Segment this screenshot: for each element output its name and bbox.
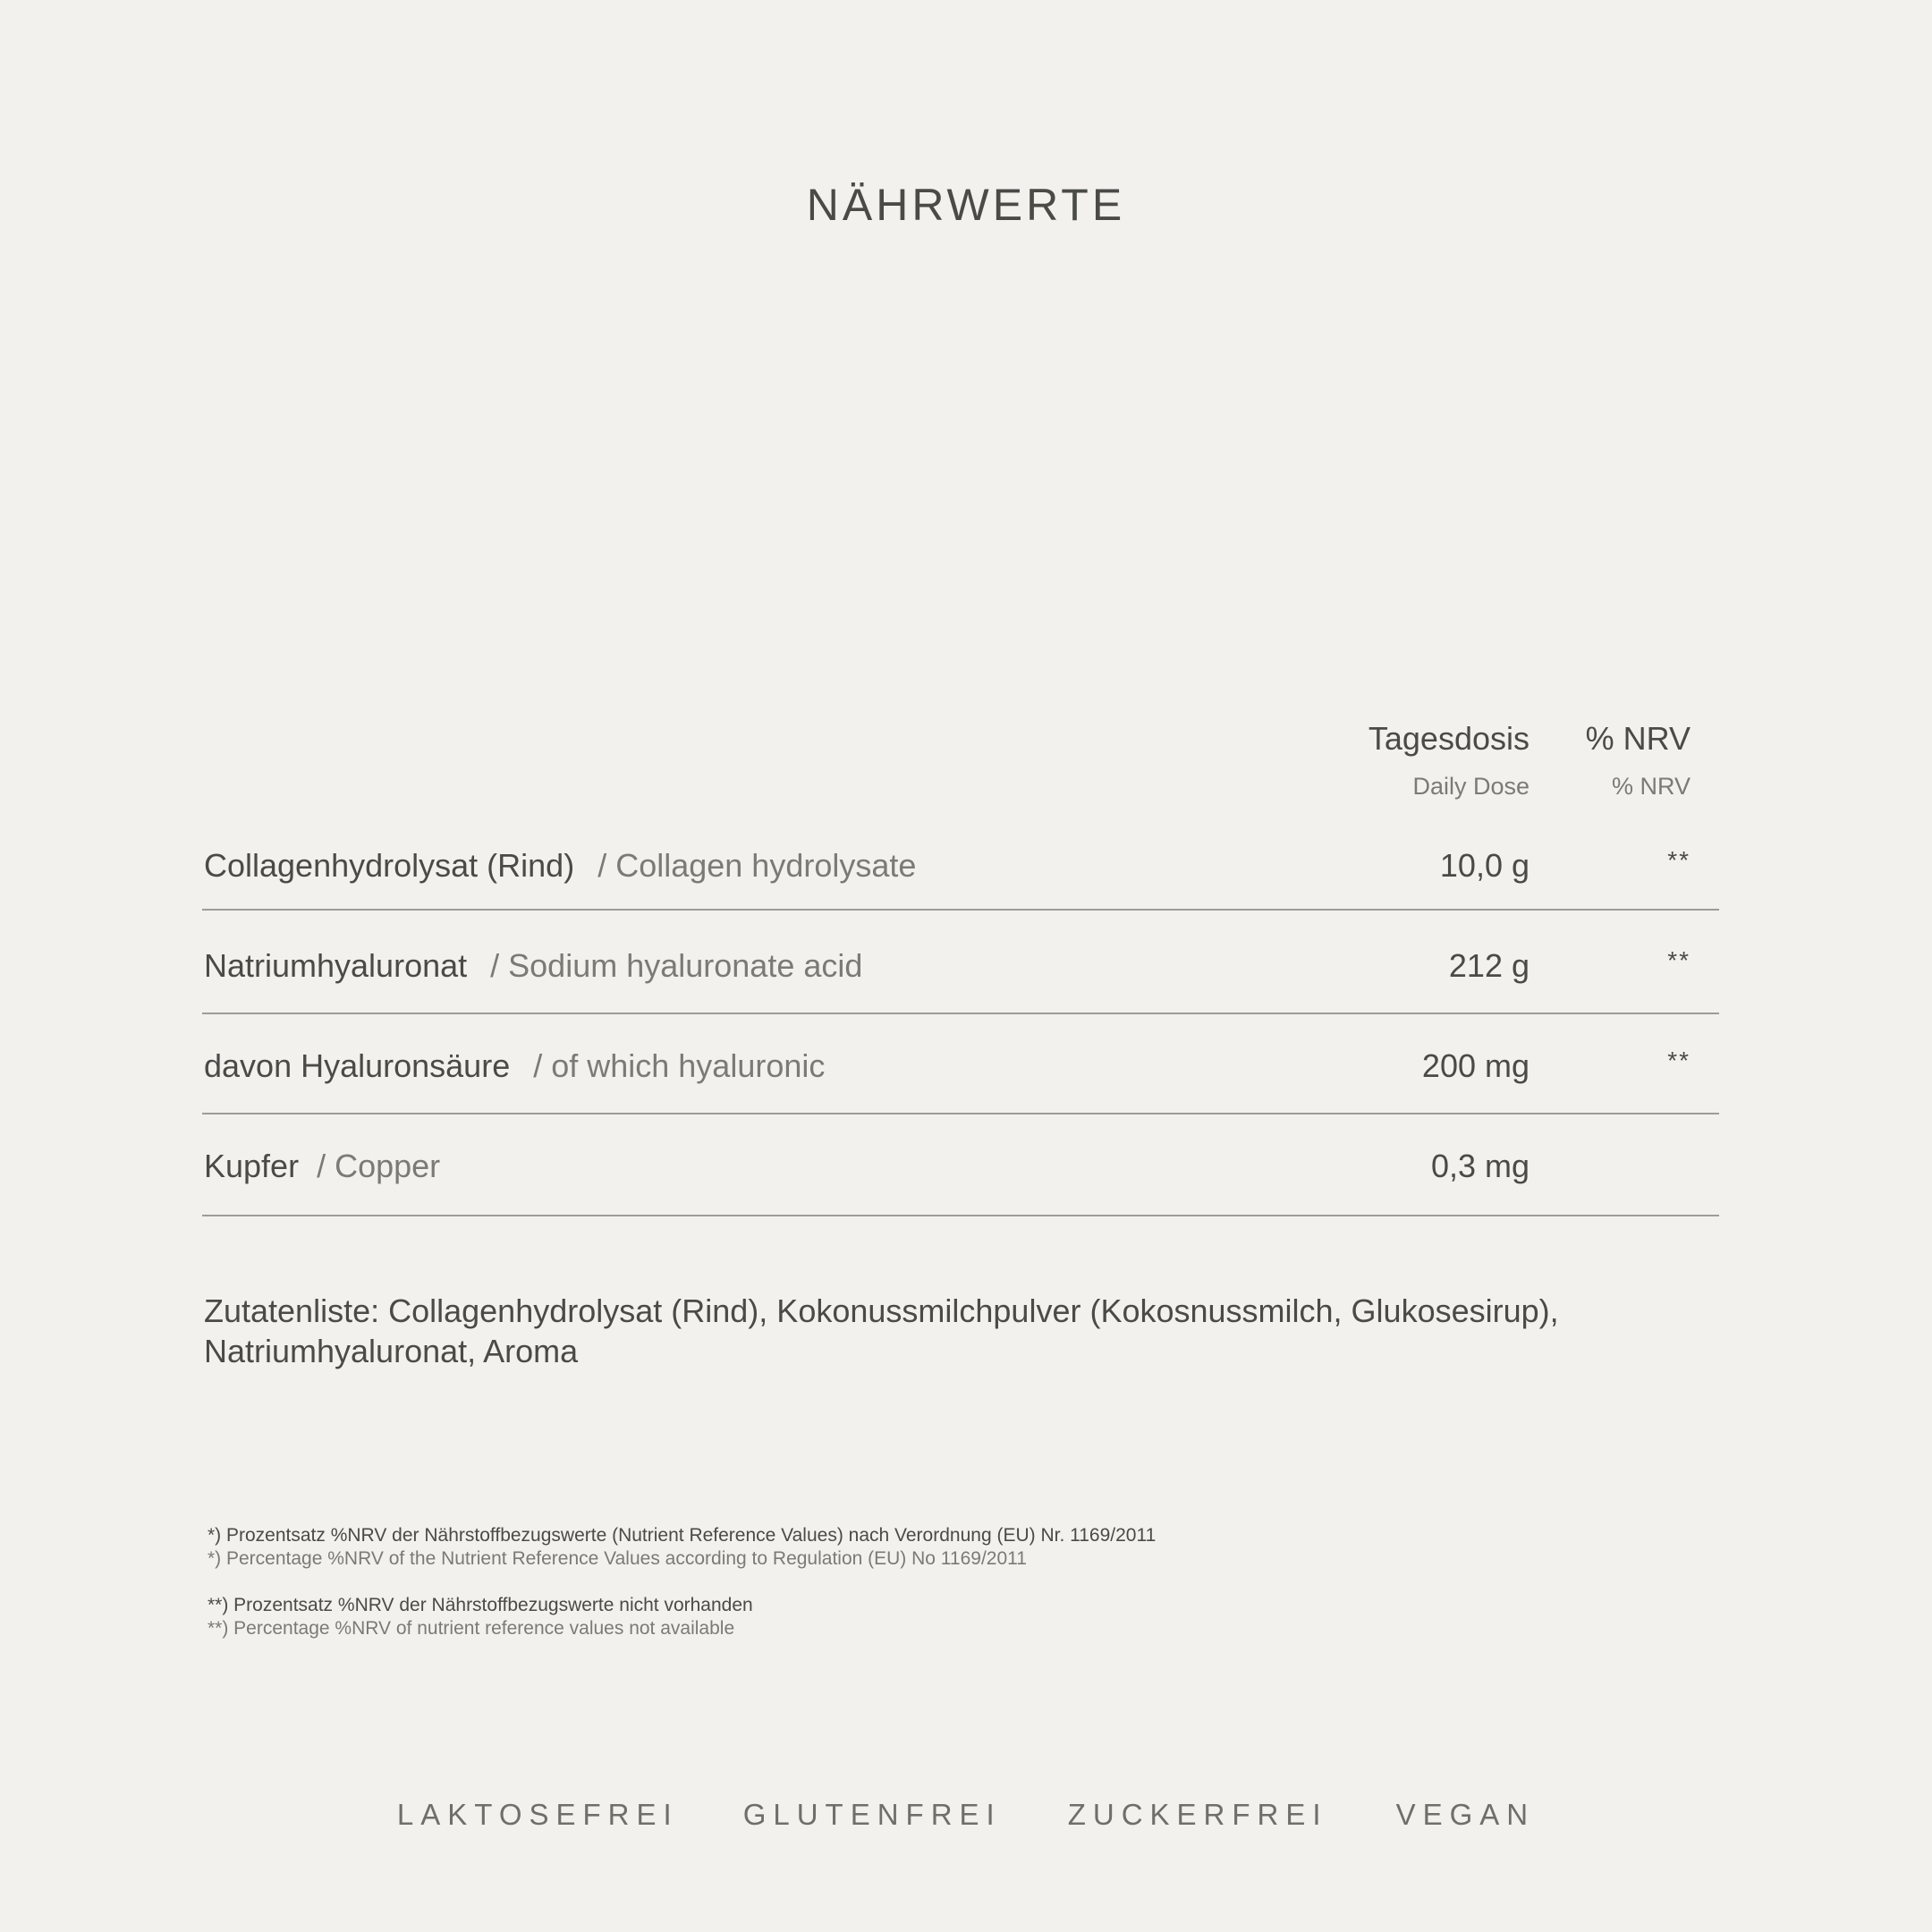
nutrient-name-en: / Sodium hyaluronate acid (490, 947, 863, 984)
footnote-nrv-en: *) Percentage %NRV of the Nutrient Reference Values according to Regulation (EU) No 1169/2011 (208, 1548, 1027, 1569)
nutrient-dose: 212 g (1448, 947, 1530, 984)
badge-gluten-free: GLUTENFREI (742, 1798, 1002, 1831)
nutrient-nrv: ** (1667, 1046, 1690, 1074)
badge-sugar-free: ZUCKERFREI (1067, 1798, 1328, 1831)
badge-lactose-free: LAKTOSEFREI (396, 1798, 679, 1831)
page-title: NÄHRWERTE (806, 180, 1126, 230)
nutrient-name (204, 1150, 440, 1182)
nutrient-dose: 0,3 mg (1430, 1148, 1530, 1184)
nutrient-name-de: Natriumhyaluronat (204, 947, 468, 984)
nutrient-name-de: Kupfer (204, 1148, 300, 1184)
column-header-dose-de: Tagesdosis (1368, 720, 1530, 757)
nutrient-name-de: davon Hyaluronsäure (204, 1047, 511, 1084)
nutrient-name-en: / Collagen hydrolysate (597, 847, 917, 884)
nutrient-row-copper (202, 1114, 1719, 1216)
column-header-nrv-en: % NRV (1611, 773, 1690, 800)
nutrient-name-en: / of which hyaluronic (533, 1047, 826, 1084)
nutrient-name-de: Collagenhydrolysat (Rind) (204, 847, 575, 884)
nutrient-row-collagen (202, 821, 1719, 911)
column-header-dose-en: Daily Dose (1412, 773, 1530, 800)
column-header-nrv (1585, 720, 1690, 800)
nutrient-nrv: ** (1667, 846, 1690, 874)
column-header-daily-dose (1368, 720, 1530, 800)
nutrient-dose: 200 mg (1421, 1047, 1530, 1084)
nutrient-nrv: ** (1667, 946, 1690, 974)
badge-vegan: VEGAN (1395, 1798, 1536, 1831)
footnotes (208, 1524, 1156, 1640)
nutrient-name-en: / Copper (317, 1148, 441, 1184)
ingredients-list: Zutatenliste: Collagenhydrolysat (Rind), Kokonussmilchpulver (Kokosnussmilch, Glukosesirup), Natriumhyaluronat, Aroma (204, 1292, 1559, 1369)
nutrient-name (204, 1047, 826, 1084)
nutrient-row-sodium-hyaluronate (202, 911, 1719, 1014)
nutrient-name (204, 947, 863, 984)
nutrient-name (204, 847, 917, 884)
footnote-nrv-unavailable-de: **) Prozentsatz %NRV der Nährstoffbezugswerte nicht vorhanden (208, 1595, 753, 1615)
diet-badges (0, 1800, 1932, 1829)
nutrient-row-hyaluronic-acid (202, 1014, 1719, 1114)
nutrient-dose: 10,0 g (1439, 847, 1530, 884)
column-header-nrv-de: % NRV (1585, 720, 1690, 757)
footnote-nrv-unavailable-en: **) Percentage %NRV of nutrient reference values not available (208, 1618, 735, 1639)
footnote-nrv-de: *) Prozentsatz %NRV der Nährstoffbezugswerte (Nutrient Reference Values) nach Verordnung (EU) Nr. 1169/2011 (208, 1525, 1157, 1546)
